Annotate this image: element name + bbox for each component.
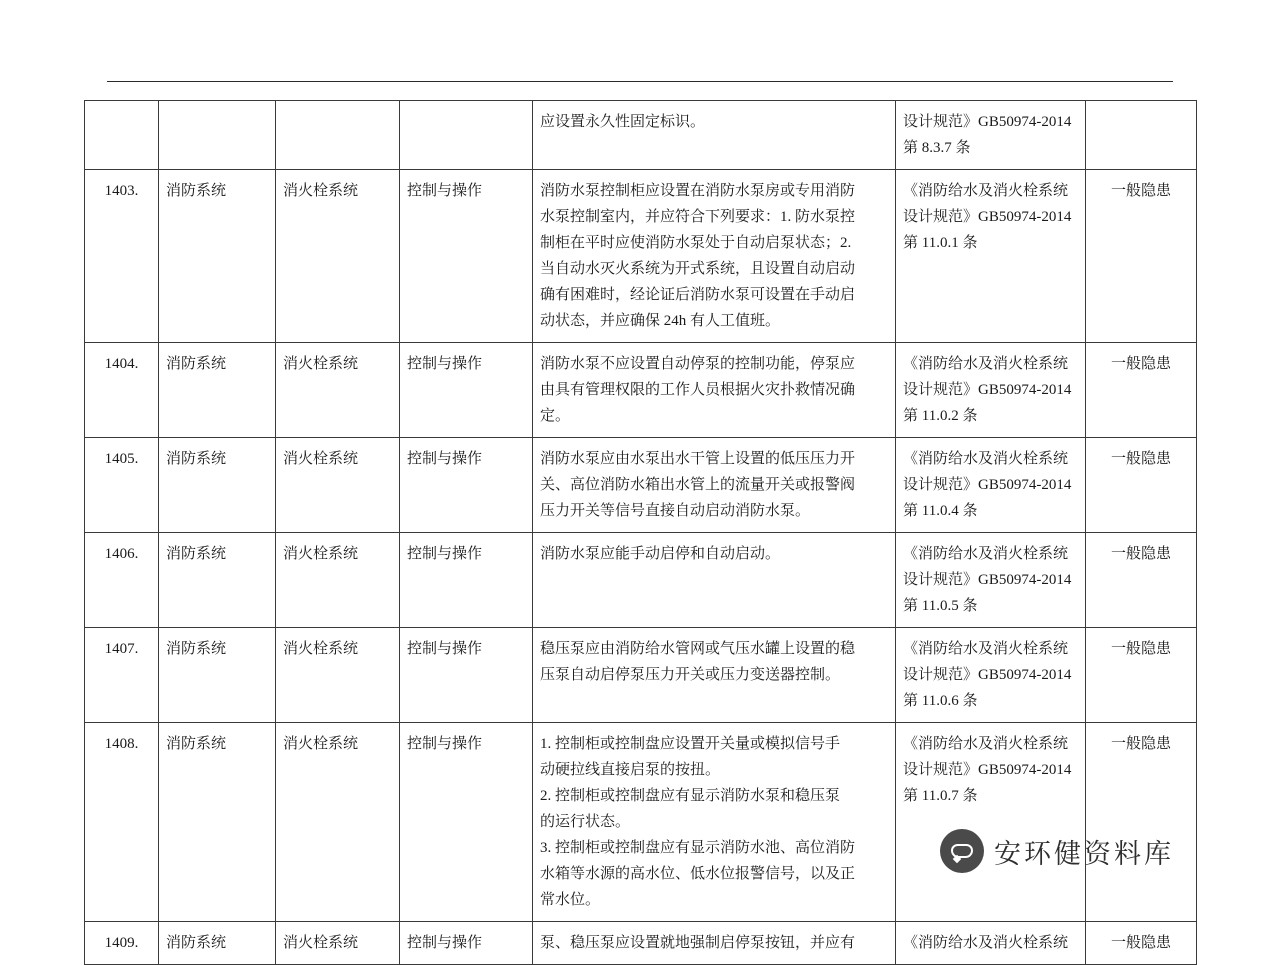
cell-requirement: [533, 723, 896, 922]
standard-line: 《消防给水及消火栓系统: [903, 356, 1069, 372]
requirement-line: 2. 控制柜或控制盘应有显示消防水泵和稳压泵: [540, 788, 841, 804]
requirement-line: 的运行状态。: [540, 814, 631, 830]
requirement-line: 动状态，并应确保 24h 有人工值班。: [540, 313, 781, 329]
cell-requirement: [533, 922, 896, 965]
requirement-line: 消防水泵控制柜应设置在消防水泵房或专用消防: [540, 183, 856, 199]
cell-category: 控制与操作: [400, 438, 533, 533]
cell-standard: [896, 922, 1086, 965]
cell-subsystem: 消火栓系统: [276, 343, 400, 438]
requirement-line: 常水位。: [540, 892, 601, 908]
cell-category: 控制与操作: [400, 343, 533, 438]
requirement-line: 消防水泵应由水泵出水干管上设置的低压压力开: [540, 451, 856, 467]
cell-item-no: 1409.: [85, 922, 159, 965]
cell-item-no: 1405.: [85, 438, 159, 533]
table-row: [85, 533, 1197, 628]
standard-line: 《消防给水及消火栓系统: [903, 183, 1069, 199]
cell-subsystem: 消火栓系统: [276, 533, 400, 628]
cell-system: 消防系统: [159, 343, 276, 438]
standard-line: 《消防给水及消火栓系统: [903, 641, 1069, 657]
requirement-line: 水箱等水源的高水位、低水位报警信号，以及正: [540, 866, 856, 882]
requirement-line: 消防水泵应能手动启停和自动启动。: [540, 546, 781, 562]
cell-category: [400, 101, 533, 170]
watermark-text: 安环健资料库: [994, 838, 1174, 869]
cell-item-no: 1404.: [85, 343, 159, 438]
header-rule: [107, 81, 1173, 82]
cell-standard: [896, 438, 1086, 533]
cell-requirement: [533, 628, 896, 723]
requirement-line: 关、高位消防水箱出水管上的流量开关或报警阀: [540, 477, 856, 493]
standard-line: 设计规范》GB50974-2014: [903, 572, 1072, 588]
cell-requirement: [533, 533, 896, 628]
cell-hazard-level: 一般隐患: [1086, 922, 1197, 965]
cell-system: 消防系统: [159, 170, 276, 343]
cell-hazard-level: 一般隐患: [1086, 343, 1197, 438]
standard-line: 设计规范》GB50974-2014: [903, 762, 1072, 778]
cell-system: [159, 101, 276, 170]
standard-line: 《消防给水及消火栓系统: [903, 546, 1069, 562]
requirement-line: 应设置永久性固定标识。: [540, 114, 706, 130]
standard-line: 《消防给水及消火栓系统: [903, 451, 1069, 467]
cell-system: 消防系统: [159, 438, 276, 533]
requirement-line: 制柜在平时应使消防水泵处于自动启泵状态；2.: [540, 235, 852, 251]
cell-standard: [896, 101, 1086, 170]
watermark-logo: [940, 820, 1200, 882]
cell-requirement: [533, 170, 896, 343]
cell-item-no: [85, 101, 159, 170]
requirement-line: 由具有管理权限的工作人员根据火灾扑救情况确: [540, 382, 856, 398]
standard-line: 第 11.0.7 条: [903, 788, 978, 804]
standard-line: 第 11.0.4 条: [903, 503, 978, 519]
standard-line: 设计规范》GB50974-2014: [903, 114, 1072, 130]
requirement-line: 3. 控制柜或控制盘应有显示消防水池、高位消防: [540, 840, 856, 856]
cell-hazard-level: 一般隐患: [1086, 628, 1197, 723]
cell-category: 控制与操作: [400, 533, 533, 628]
wechat-official-account-icon: [940, 829, 984, 873]
cell-system: 消防系统: [159, 533, 276, 628]
standard-line: 《消防给水及消火栓系统: [903, 736, 1069, 752]
cell-subsystem: 消火栓系统: [276, 723, 400, 922]
standard-line: 设计规范》GB50974-2014: [903, 667, 1072, 683]
requirement-line: 消防水泵不应设置自动停泵的控制功能，停泵应: [540, 356, 856, 372]
cell-item-no: 1407.: [85, 628, 159, 723]
cell-category: 控制与操作: [400, 170, 533, 343]
cell-hazard-level: 一般隐患: [1086, 438, 1197, 533]
standard-line: 设计规范》GB50974-2014: [903, 477, 1072, 493]
cell-hazard-level: [1086, 101, 1197, 170]
table-row: [85, 343, 1197, 438]
standard-line: 设计规范》GB50974-2014: [903, 209, 1072, 225]
cell-standard: [896, 533, 1086, 628]
requirement-line: 1. 控制柜或控制盘应设置开关量或模拟信号手: [540, 736, 841, 752]
standard-line: 《消防给水及消火栓系统: [903, 935, 1069, 951]
cell-standard: [896, 170, 1086, 343]
requirement-line: 确有困难时，经论证后消防水泵可设置在手动启: [540, 287, 856, 303]
standard-line: 第 8.3.7 条: [903, 140, 971, 156]
table-row: [85, 922, 1197, 965]
cell-subsystem: [276, 101, 400, 170]
standard-line: 第 11.0.5 条: [903, 598, 978, 614]
table-row: [85, 628, 1197, 723]
standard-line: 第 11.0.1 条: [903, 235, 978, 251]
standard-line: 设计规范》GB50974-2014: [903, 382, 1072, 398]
table-row: [85, 438, 1197, 533]
requirement-line: 稳压泵应由消防给水管网或气压水罐上设置的稳: [540, 641, 856, 657]
cell-item-no: 1408.: [85, 723, 159, 922]
standard-line: 第 11.0.2 条: [903, 408, 978, 424]
cell-item-no: 1406.: [85, 533, 159, 628]
cell-requirement: [533, 101, 896, 170]
requirement-line: 压力开关等信号直接自动启动消防水泵。: [540, 503, 811, 519]
requirement-line: 定。: [540, 408, 571, 424]
cell-system: 消防系统: [159, 723, 276, 922]
cell-standard: [896, 628, 1086, 723]
requirement-line: 压泵自动启停泵压力开关或压力变送器控制。: [540, 667, 841, 683]
cell-category: 控制与操作: [400, 922, 533, 965]
cell-subsystem: 消火栓系统: [276, 170, 400, 343]
cell-subsystem: 消火栓系统: [276, 438, 400, 533]
cell-category: 控制与操作: [400, 628, 533, 723]
requirement-line: 水泵控制室内，并应符合下列要求：1. 防水泵控: [540, 209, 856, 225]
requirement-line: 动硬拉线直接启泵的按扭。: [540, 762, 721, 778]
cell-hazard-level: 一般隐患: [1086, 533, 1197, 628]
table-row: [85, 101, 1197, 170]
cell-item-no: 1403.: [85, 170, 159, 343]
cell-subsystem: 消火栓系统: [276, 628, 400, 723]
cell-requirement: [533, 343, 896, 438]
cell-requirement: [533, 438, 896, 533]
table-row: [85, 170, 1197, 343]
cell-hazard-level: 一般隐患: [1086, 170, 1197, 343]
requirement-line: 泵、稳压泵应设置就地强制启停泵按钮，并应有: [540, 935, 856, 951]
requirement-line: 当自动水灭火系统为开式系统，且设置自动启动: [540, 261, 856, 277]
standard-line: 第 11.0.6 条: [903, 693, 978, 709]
cell-hazard-level: 一般隐患: [1086, 723, 1197, 922]
cell-system: 消防系统: [159, 922, 276, 965]
cell-subsystem: 消火栓系统: [276, 922, 400, 965]
cell-standard: [896, 343, 1086, 438]
cell-category: 控制与操作: [400, 723, 533, 922]
cell-system: 消防系统: [159, 628, 276, 723]
